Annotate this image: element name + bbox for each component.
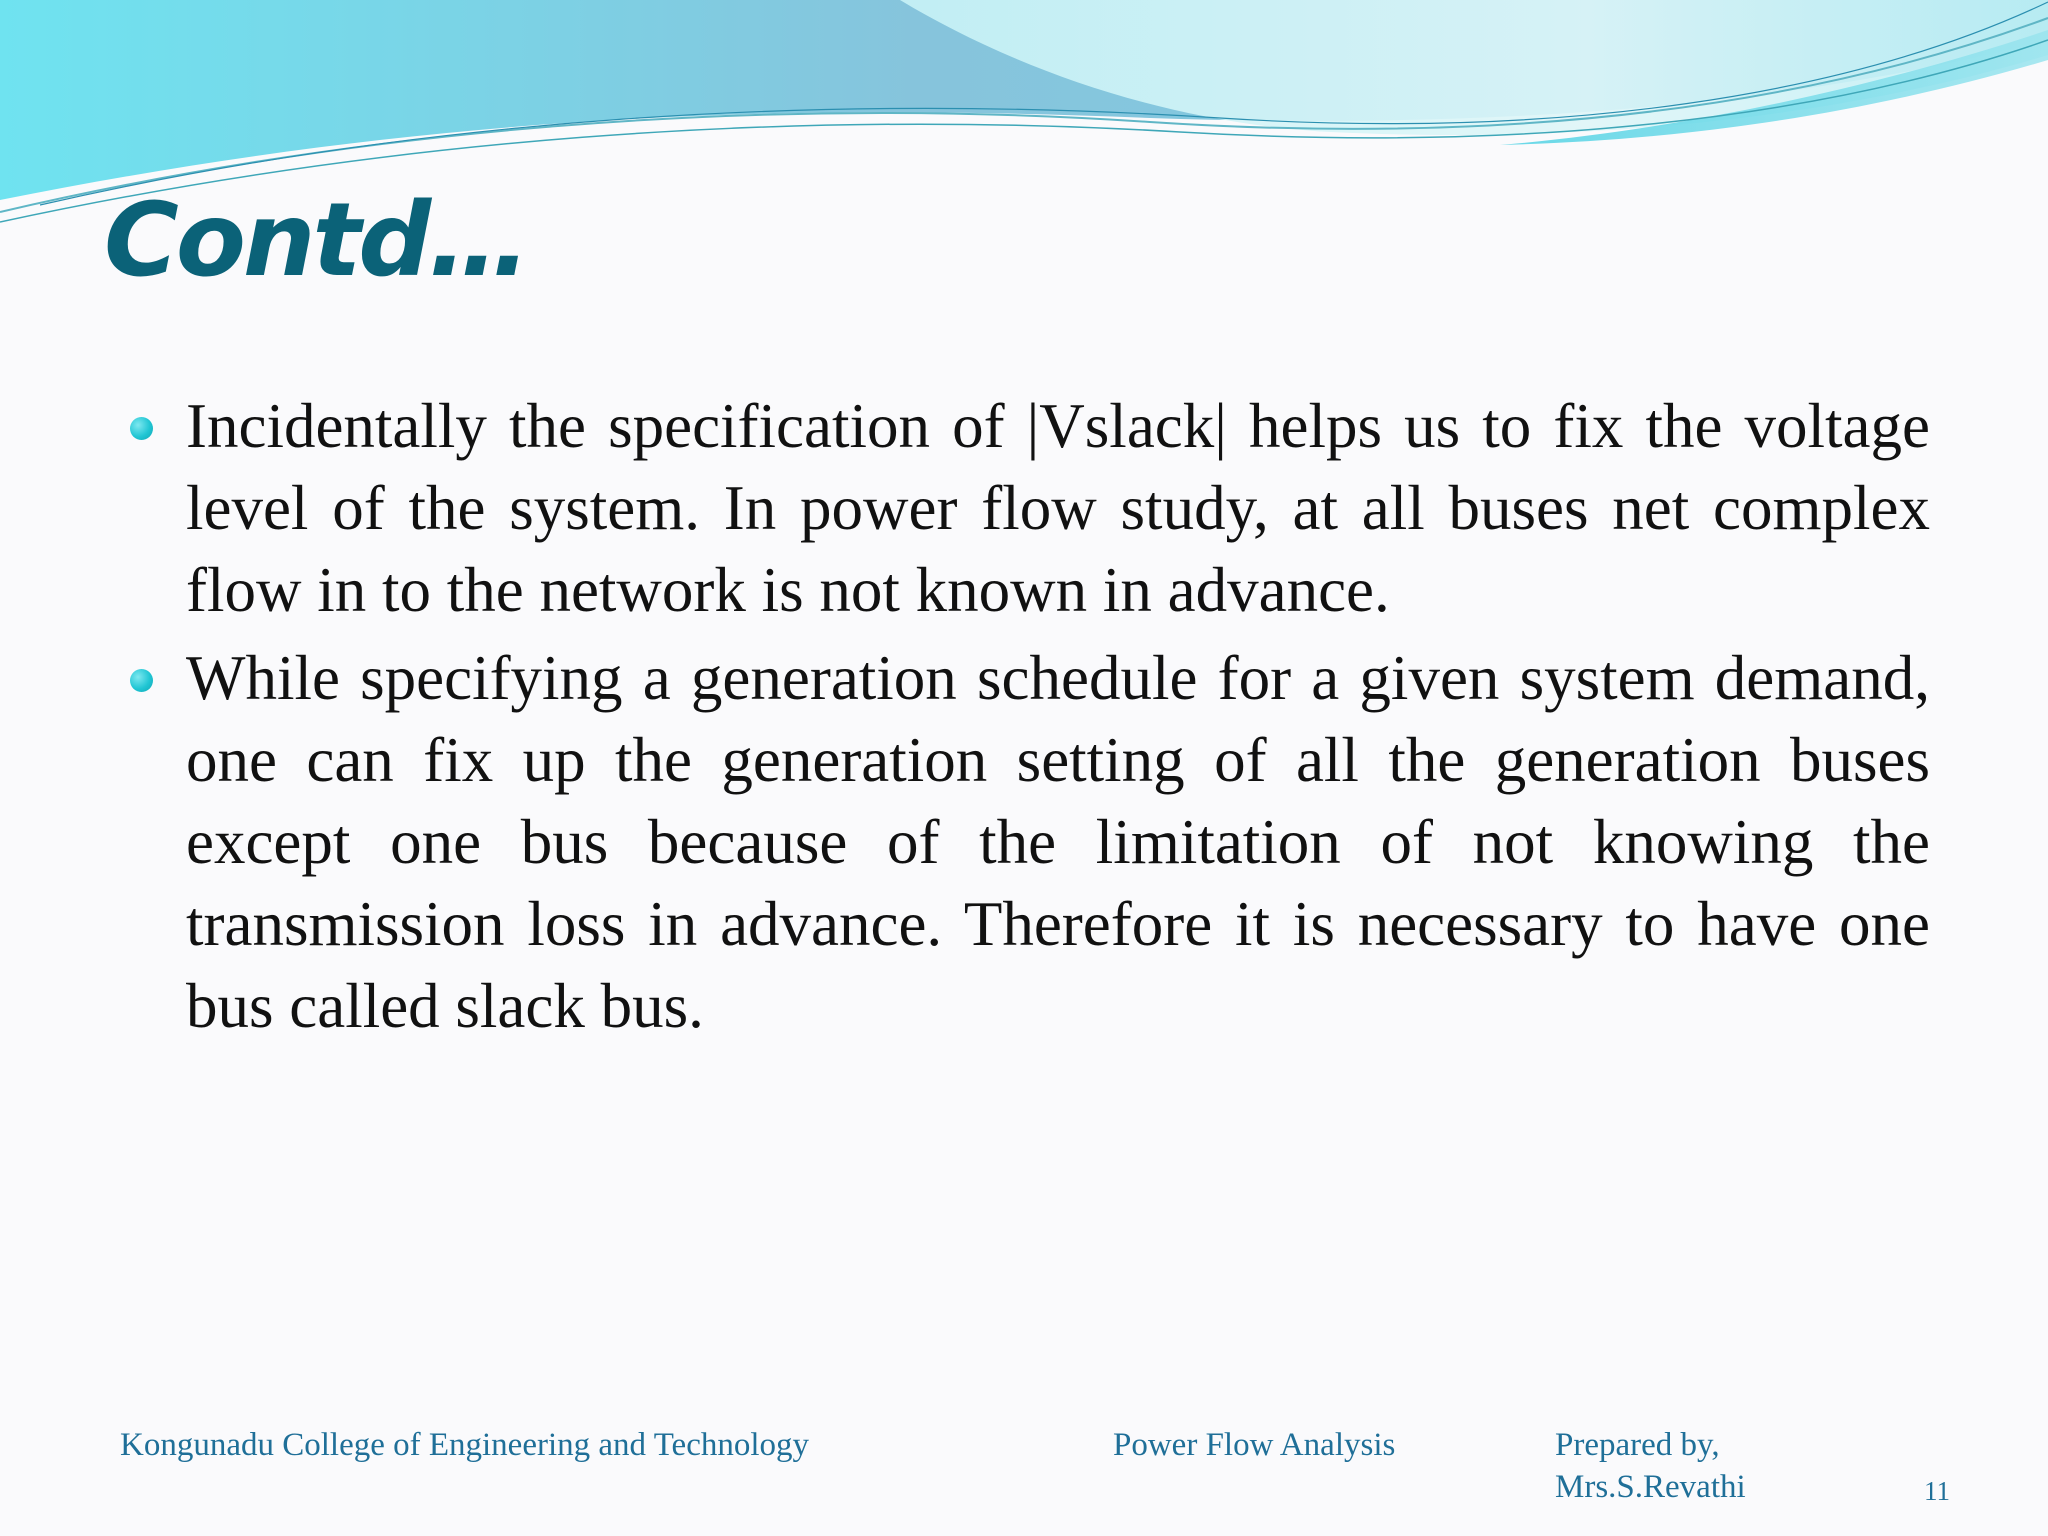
bullet-text: Incidentally the specification of |Vslack| helps us to fix the voltage level of the system. In power flow study, at all buses net complex flow in to the network is not known in advance. [186,391,1930,625]
page-number: 11 [1924,1476,1950,1506]
footer-topic: Power Flow Analysis [1113,1427,1396,1463]
footer-college: Kongunadu College of Engineering and Technology [120,1427,810,1463]
round-bullet-icon [130,417,153,440]
footer-prepared-by: Prepared by, [1555,1427,1720,1463]
bullet-list [130,385,1930,1053]
slide-title: Contd… [104,181,528,300]
bullet-item [130,637,1930,1047]
footer-author: Mrs.S.Revathi [1555,1469,1746,1505]
bullet-text: While specifying a generation schedule for a given system demand, one can fix up the generation setting of all the generation buses except one bus because of the limitation of not knowing the transmission loss in advance. Therefore it is necessary to have one bus called slack bus. [186,643,1930,1041]
round-bullet-icon [130,669,153,692]
bullet-item [130,385,1930,631]
